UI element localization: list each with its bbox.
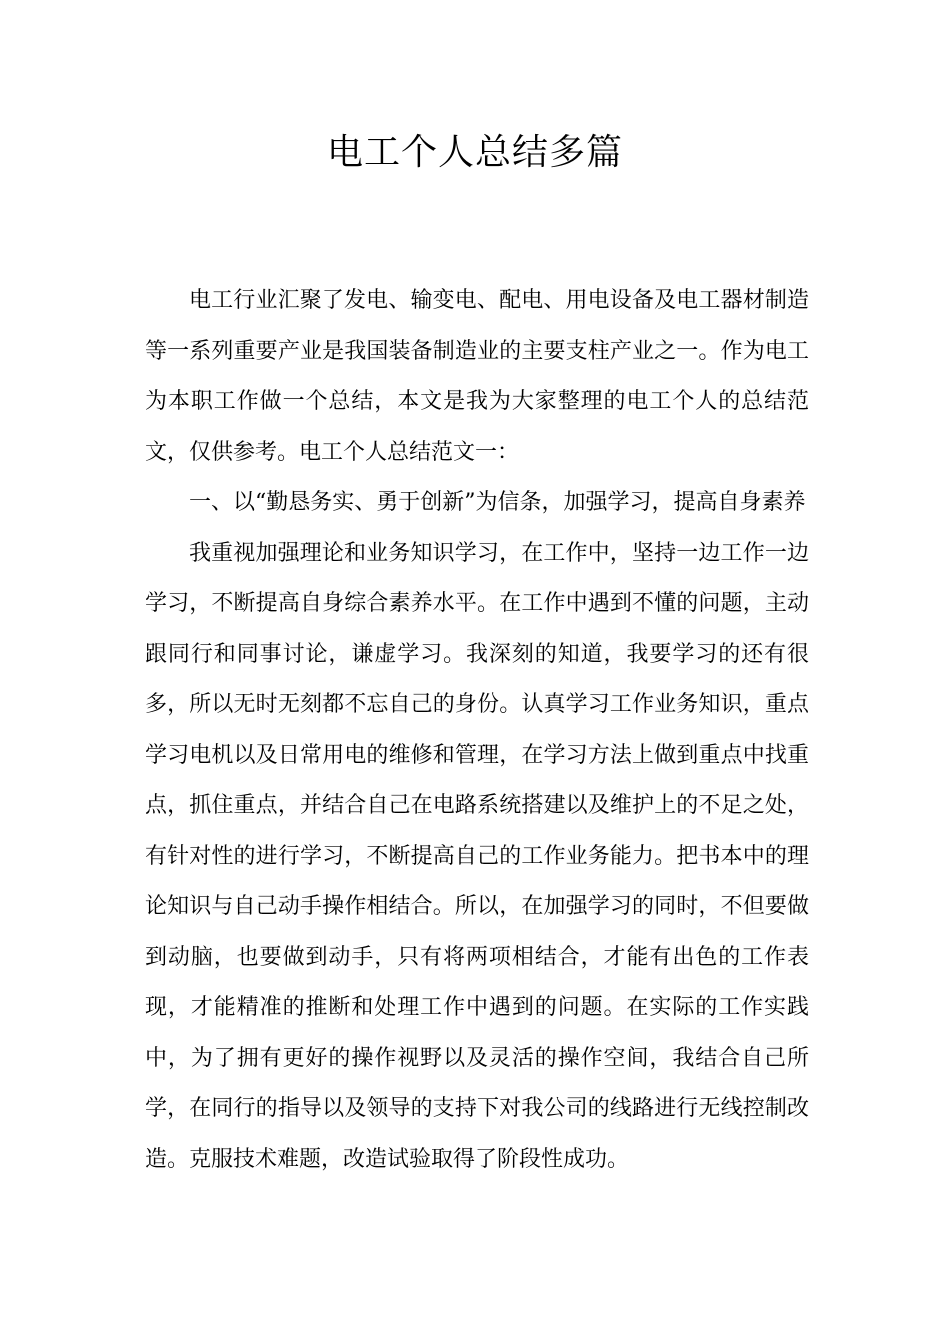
paragraph-heading-1: 一、以“勤恳务实、勇于创新”为信条，加强学习，提高自身素养 bbox=[189, 490, 806, 515]
document-body bbox=[145, 276, 809, 1185]
paragraph-intro: 电工行业汇聚了发电、输变电、配电、用电设备及电工器材制造等一系列重要产业是我国装备制造业的主要支柱产业之一。作为电工为本职工作做一个总结，本文是我为大家整理的电工个人的总结范文，仅供参考。电工个人总结范文一： bbox=[145, 288, 809, 465]
paragraph-study: 我重视加强理论和业务知识学习，在工作中，坚持一边工作一边学习，不断提高自身综合素养水平。在工作中遇到不懂的问题，主动跟同行和同事讨论，谦虚学习。我深刻的知道，我要学习的还有很多，所以无时无刻都不忘自己的身份。认真学习工作业务知识，重点学习电机以及日常用电的维修和管理，在学习方法上做到重点中找重点，抓住重点，并结合自己在电路系统搭建以及维护上的不足之处，有针对性的进行学习，不断提高自己的工作业务能力。把书本中的理论知识与自己动手操作相结合。所以，在加强学习的同时，不但要做到动脑，也要做到动手，只有将两项相结合，才能有出色的工作表现，才能精准的推断和处理工作中遇到的问题。在实际的工作实践中，为了拥有更好的操作视野以及灵活的操作空间，我结合自己所学，在同行的指导以及领导的支持下对我公司的线路进行无线控制改造。克服技术难题，改造试验取得了阶段性成功。 bbox=[145, 540, 809, 1172]
document-title: 电工个人总结多篇 bbox=[326, 132, 623, 173]
